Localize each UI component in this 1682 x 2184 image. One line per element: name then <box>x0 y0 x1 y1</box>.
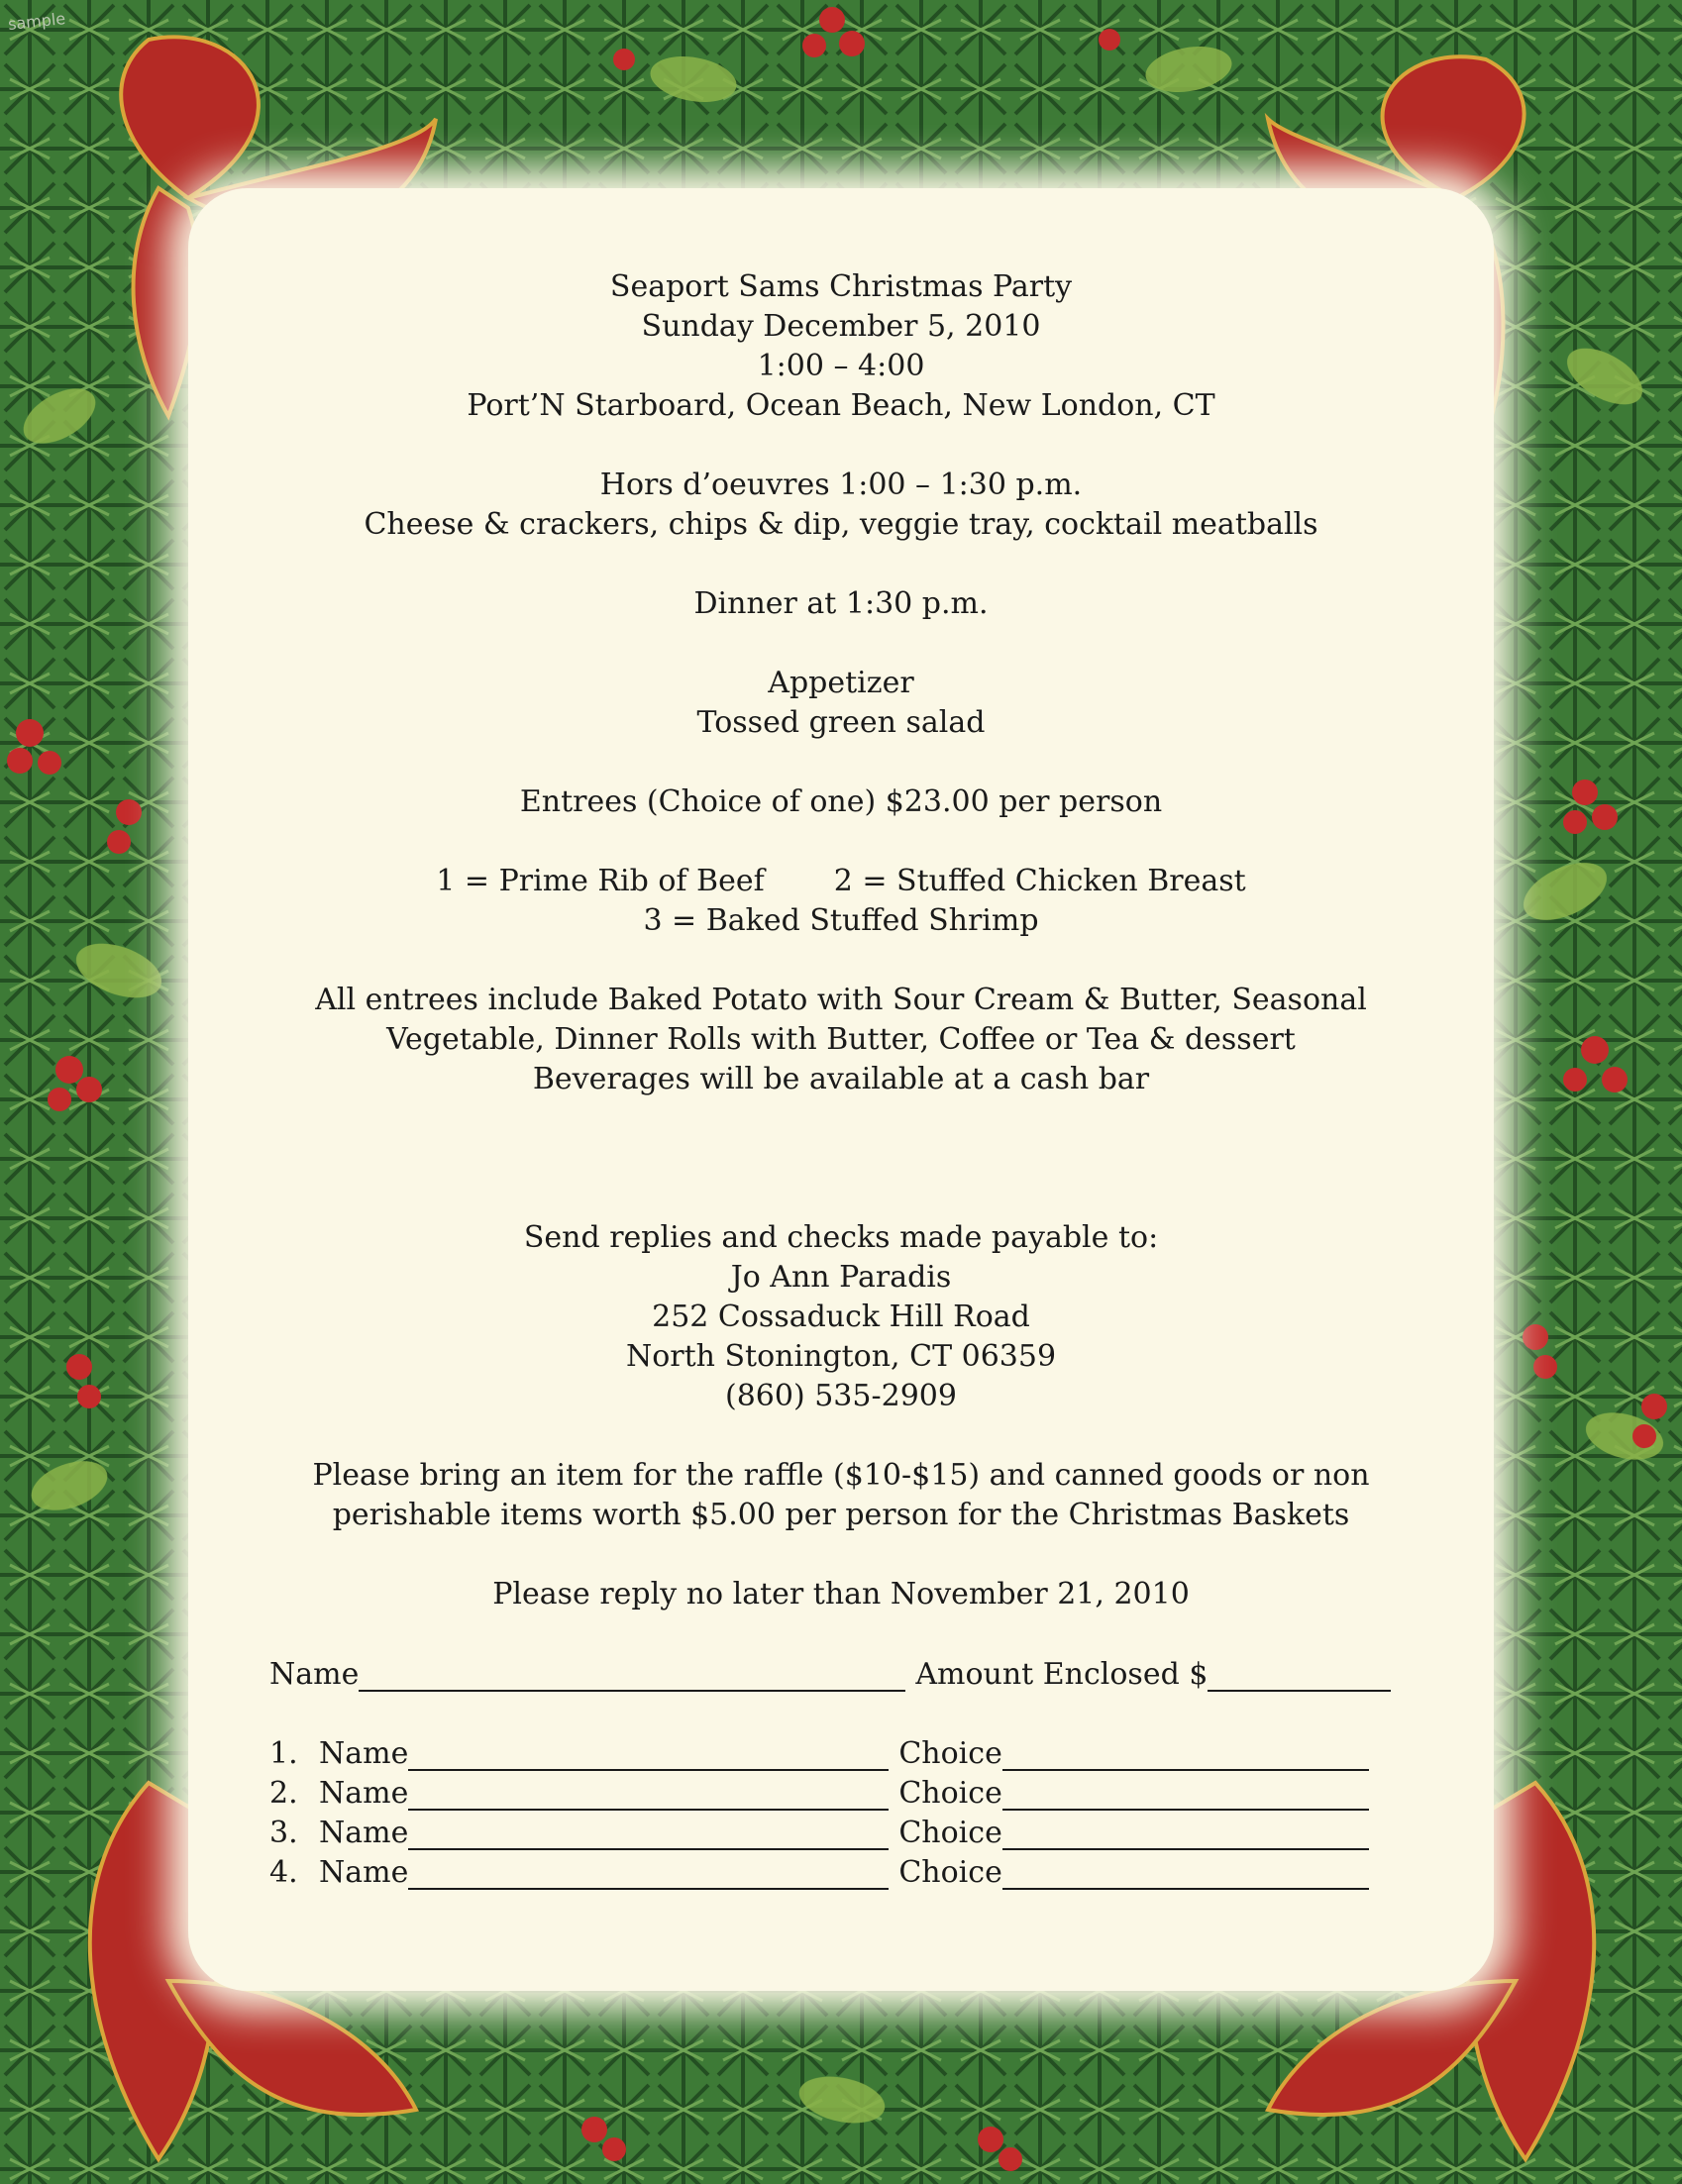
form-row-number: 4. <box>269 1855 298 1890</box>
form-row-choice-label: Choice <box>898 1816 1002 1850</box>
hors-items: Cheese & crackers, chips & dip, veggie tray, cocktail meatballs <box>364 507 1318 542</box>
form-amount-label: Amount Enclosed $ <box>915 1657 1209 1692</box>
includes-line-2: Vegetable, Dinner Rolls with Butter, Coffee or Tea & dessert <box>386 1022 1296 1057</box>
form-row-choice-label: Choice <box>898 1736 1002 1771</box>
form-row-choice-label: Choice <box>898 1776 1002 1811</box>
entree-choices-row <box>188 862 1494 901</box>
form-row-name-label: Name <box>319 1816 409 1850</box>
reply-name: Jo Ann Paradis <box>730 1260 952 1295</box>
deadline-reply: reply <box>599 1577 678 1612</box>
form-row-name-label: Name <box>319 1776 409 1811</box>
entree-choice-3: 3 = Baked Stuffed Shrimp <box>643 903 1039 938</box>
invitation-body <box>188 267 1494 1614</box>
form-name-field[interactable] <box>359 1690 905 1692</box>
party-time: 1:00 – 4:00 <box>757 349 925 383</box>
form-amount-field[interactable] <box>1208 1690 1391 1692</box>
reply-street: 252 Cossaduck Hill Road <box>652 1300 1030 1334</box>
form-row-name-label: Name <box>319 1855 409 1890</box>
party-location: Port’N Starboard, Ocean Beach, New London, CT <box>467 388 1215 423</box>
reply-heading: Send replies and checks made payable to: <box>523 1220 1159 1255</box>
includes-line-1: All entrees include Baked Potato with Sour Cream & Butter, Seasonal <box>315 983 1367 1017</box>
form-row-2 <box>269 1771 1369 1811</box>
form-row-choice-field[interactable] <box>1002 1888 1369 1890</box>
reply-form <box>269 1652 1399 1910</box>
entrees-heading <box>188 782 1494 822</box>
entree-choice-2: 2 = Stuffed Chicken Breast <box>833 864 1246 898</box>
party-date: Sunday December 5, 2010 <box>641 309 1041 344</box>
entrees-note: (Choice of one) <box>637 784 886 819</box>
deadline-mid: no later than <box>677 1577 891 1612</box>
entrees-price: $23.00 per person <box>885 784 1163 819</box>
hors-heading: Hors d’oeuvres 1:00 – 1:30 p.m. <box>599 468 1083 502</box>
form-row-choice-label: Choice <box>898 1855 1002 1890</box>
form-row-number: 1. <box>269 1736 298 1771</box>
dinner-time: Dinner at 1:30 p.m. <box>693 586 989 621</box>
raffle-line-1: Please bring an item for the raffle ($10-$15) and canned goods or non <box>312 1458 1370 1493</box>
reply-city: North Stonington, CT 06359 <box>625 1339 1057 1374</box>
deadline-line <box>188 1575 1494 1614</box>
form-row-number: 2. <box>269 1776 298 1811</box>
appetizer-heading: Appetizer <box>768 666 914 700</box>
form-header-row <box>269 1652 1391 1692</box>
form-row-1 <box>269 1731 1369 1771</box>
entrees-label: Entrees <box>519 784 638 819</box>
reply-phone: (860) 535-2909 <box>725 1379 957 1413</box>
deadline-prefix: Please <box>492 1577 600 1612</box>
party-title: Seaport Sams Christmas Party <box>609 269 1073 304</box>
appetizer-item: Tossed green salad <box>696 705 986 740</box>
raffle-line-2: perishable items worth $5.00 per person for the Christmas Baskets <box>332 1498 1350 1532</box>
form-name-label: Name <box>269 1657 360 1692</box>
entree-choice-1: 1 = Prime Rib of Beef <box>436 864 765 898</box>
includes-line-3: Beverages will be available at a cash bar <box>532 1062 1150 1096</box>
form-row-name-field[interactable] <box>408 1888 889 1890</box>
form-row-name-label: Name <box>319 1736 409 1771</box>
form-row-3 <box>269 1811 1369 1850</box>
form-row-4 <box>269 1850 1369 1890</box>
watermark-text: sample <box>7 9 67 34</box>
form-row-number: 3. <box>269 1816 298 1850</box>
deadline-date: November 21, 2010 <box>890 1577 1190 1612</box>
